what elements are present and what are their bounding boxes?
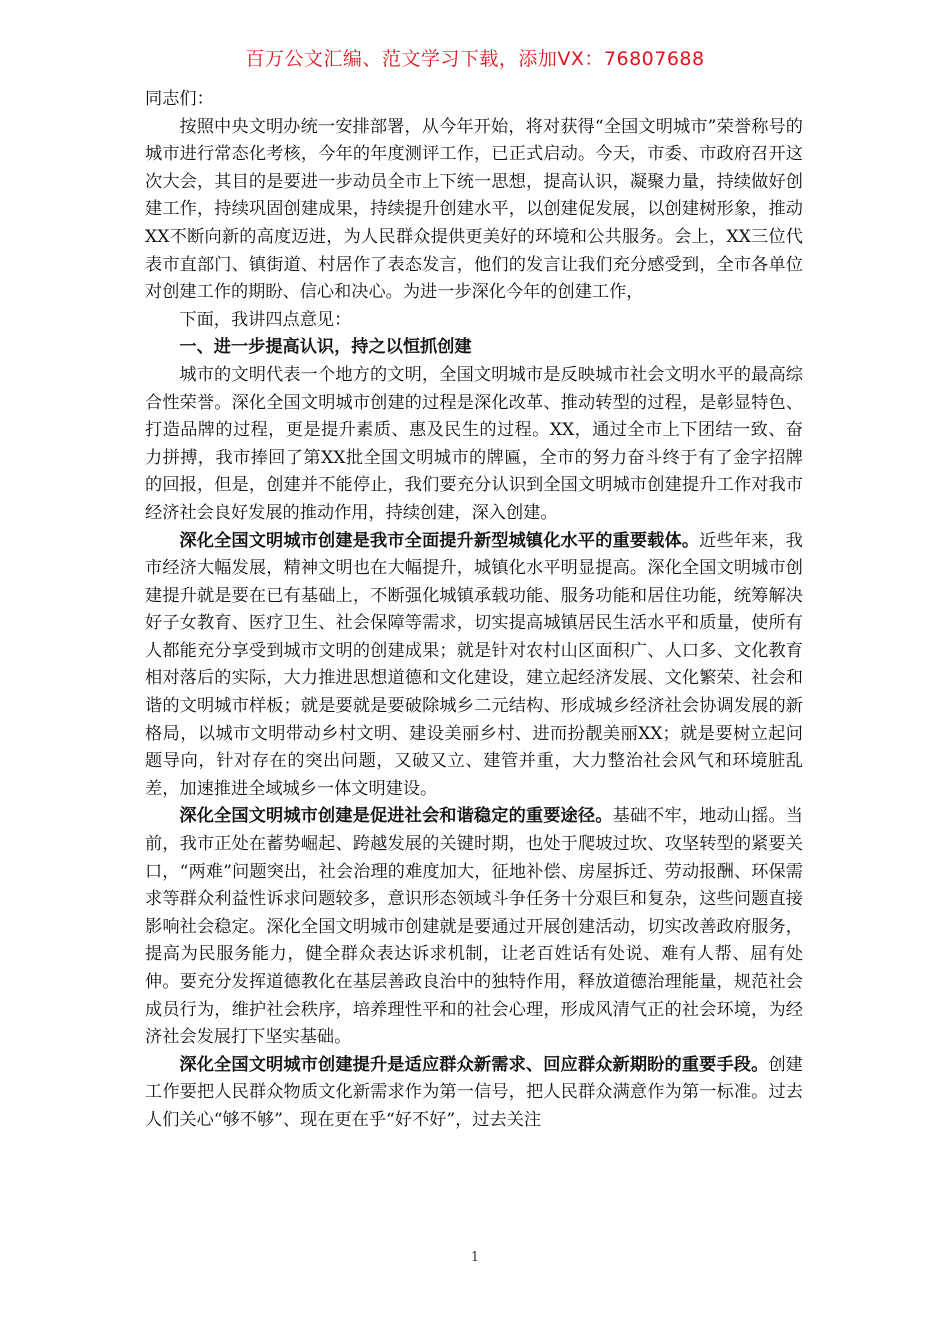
promo-banner: 百万公文汇编、范文学习下载，添加VX：76807688 (245, 48, 705, 70)
point-3-lead: 深化全国文明城市创建提升是适应群众新需求、回应群众新期盼的重要手段。 (179, 1054, 769, 1075)
intro-paragraph: 按照中央文明办统一安排部署，从今年开始，将对获得“全国文明城市”荣誉称号的城市进行常态化考核，今年的年度测评工作，已正式启动。今天，市委、市政府召开这次大会，其目的是要进一步动员全市上下统一思想，提高认识，凝聚力量，持续做好创建工作，持续巩固创建成果，持续提升创建水平，以创建促发展，以创建树形象，推动XX不断向新的高度迈进，为人民群众提供更美好的环境和公共服务。会上，XX三位代表市直部门、镇街道、村居作了表态发言，他们的发言让我们充分感受到，全市各单位对创建工作的期盼、信心和决心。为进一步深化今年的创建工作， (145, 116, 803, 303)
point-2-lead: 深化全国文明城市创建是促进社会和谐稳定的重要途径。 (179, 806, 613, 827)
salutation: 同志们： (145, 89, 214, 109)
document-body (145, 86, 803, 1135)
section-heading-1: 一、进一步提高认识，持之以恒抓创建 (179, 337, 472, 358)
transition-paragraph: 下面，我讲四点意见： (179, 309, 352, 330)
page-number: 1 (470, 1250, 480, 1265)
point-2-paragraph (145, 803, 803, 1051)
point-1-lead: 深化全国文明城市创建是我市全面提升新型城镇化水平的重要载体。 (179, 530, 700, 551)
point-3-body: 创建工作要把人民群众物质文化新需求作为第一信号，把人民群众满意作为第一标准。过去人们关心“够不够”、现在更在乎“好不好”，过去关注 (145, 1054, 803, 1130)
point-3-paragraph (145, 1052, 803, 1135)
point-1-paragraph (145, 528, 803, 804)
point-1-body: 近些年来，我市经济大幅发展，精神文明也在大幅提升，城镇化水平明显提高。深化全国文明城市创建提升就是要在已有基础上，不断强化城镇承载功能、服务功能和居住功能，统筹解决好子女教育、医疗卫生、社会保障等需求，切实提高城镇居民生活水平和质量，使所有人都能充分享受到城市文明的创建成果；就是针对农村山区面积广、人口多、文化教育相对落后的实际，大力推进思想道德和文化建设，建立起经济发展、文化繁荣、社会和谐的文明城市样板；就是要就是要破除城乡二元结构、形成城乡经济社会协调发展的新格局，以城市文明带动乡村文明、建设美丽乡村、进而扮靓美丽XX；就是要树立起问题导向，针对存在的突出问题，又破又立、建管并重，大力整治社会风气和环境脏乱差，加速推进全域城乡一体文明建设。 (145, 530, 803, 799)
section-1-intro-paragraph: 城市的文明代表一个地方的文明，全国文明城市是反映城市社会文明水平的最高综合性荣誉。深化全国文明城市创建的过程是深化改革、推动转型的过程，是彰显特色、打造品牌的过程，更是提升素质、惠及民生的过程。XX，通过全市上下团结一致、奋力拼搏，我市捧回了第XX批全国文明城市的牌匾，全市的努力奋斗终于有了金字招牌的回报，但是，创建并不能停止，我们要充分认识到全国文明城市创建提升工作对我市经济社会良好发展的推动作用，持续创建，深入创建。 (145, 364, 803, 523)
point-2-body: 基础不牢，地动山摇。当前，我市正处在蓄势崛起、跨越发展的关键时期，也处于爬坡过坎、攻坚转型的紧要关口，“两难”问题突出，社会治理的难度加大，征地补偿、房屋拆迁、劳动报酬、环保需求等群众利益性诉求问题较多，意识形态领域斗争任务十分艰巨和复杂，这些问题直接影响社会稳定。深化全国文明城市创建就是要通过开展创建活动，切实改善政府服务，提高为民服务能力，健全群众表达诉求机制，让老百姓话有处说、难有人帮、屈有处伸。要充分发挥道德教化在基层善政良治中的独特作用，释放道德治理能量，规范社会成员行为，维护社会秩序，培养理性平和的社会心理，形成风清气正的社会环境，为经济社会发展打下坚实基础。 (145, 806, 803, 1048)
